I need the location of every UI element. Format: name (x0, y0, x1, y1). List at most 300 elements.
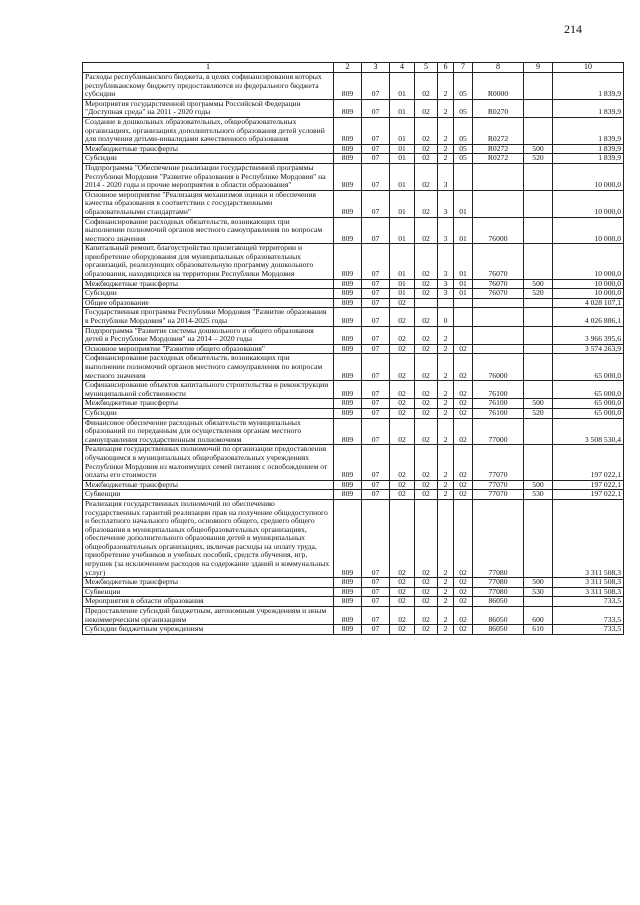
code-cell: 0 (438, 308, 454, 326)
column-header: 6 (438, 63, 454, 73)
code-cell: 809 (334, 578, 362, 588)
code-cell: 809 (334, 99, 362, 117)
code-cell: 02 (415, 73, 438, 100)
code-cell: 809 (334, 344, 362, 354)
row-name-cell: Капитальный ремонт, благоустройство прилегающей территории и приобретение оборудования для муниципальных образовательных организаций, реализующих образовательную программу дошкольного образования, находящихся на территории Республики Мордовия (83, 244, 334, 279)
table-row (83, 244, 624, 279)
code-cell: 01 (390, 144, 415, 154)
code-cell: 2 (438, 490, 454, 500)
code-cell (524, 308, 553, 326)
column-header: 4 (390, 63, 415, 73)
row-name-cell: Финансовое обеспечение расходных обязательств муниципальных образований по переданным для осуществления органам местного самоуправления государственным полномочиям (83, 418, 334, 445)
code-cell: 520 (524, 154, 553, 164)
code-cell: 02 (415, 499, 438, 577)
code-cell: 02 (454, 445, 473, 480)
code-cell: 809 (334, 399, 362, 409)
code-cell: 2 (438, 144, 454, 154)
code-cell: 2 (438, 354, 454, 381)
code-cell: 809 (334, 490, 362, 500)
code-cell: 3 (438, 244, 454, 279)
code-cell: 07 (362, 597, 390, 607)
code-cell: 500 (524, 144, 553, 154)
table-row (83, 163, 624, 190)
code-cell: 07 (362, 381, 390, 399)
row-name-cell: Межбюджетные трансферты (83, 279, 334, 289)
code-cell: 07 (362, 408, 390, 418)
amount-cell: 3 574 263,9 (553, 344, 624, 354)
code-cell: 02 (415, 578, 438, 588)
row-name-cell: Софинансирование объектов капитального строительства и реконструкции муниципальной собственности (83, 381, 334, 399)
code-cell: R0272 (473, 154, 524, 164)
code-cell: 76070 (473, 244, 524, 279)
code-cell (524, 344, 553, 354)
code-cell: 01 (390, 154, 415, 164)
code-cell: 01 (390, 99, 415, 117)
code-cell: 809 (334, 289, 362, 299)
amount-cell: 65 000,0 (553, 381, 624, 399)
code-cell: 2 (438, 418, 454, 445)
code-cell: 3 (438, 190, 454, 217)
row-name-cell: Подпрограмма "Развитие системы дошкольного и общего образования детей в Республике Мордовия" на 2014 – 2020 годы (83, 326, 334, 344)
code-cell: 530 (524, 490, 553, 500)
code-cell: 02 (415, 144, 438, 154)
code-cell: 02 (454, 418, 473, 445)
code-cell: 02 (415, 308, 438, 326)
code-cell: 01 (390, 279, 415, 289)
code-cell: 809 (334, 326, 362, 344)
code-cell: 07 (362, 279, 390, 289)
code-cell: 76070 (473, 279, 524, 289)
code-cell: 07 (362, 607, 390, 625)
row-name-cell: Межбюджетные трансферты (83, 399, 334, 409)
code-cell: 07 (362, 399, 390, 409)
row-name-cell: Общее образование (83, 298, 334, 308)
row-name-cell: Субсидии бюджетным учреждениям (83, 625, 334, 635)
code-cell: 02 (390, 344, 415, 354)
row-name-cell: Субсидии (83, 408, 334, 418)
code-cell: 809 (334, 190, 362, 217)
code-cell: 07 (362, 344, 390, 354)
code-cell: 02 (454, 499, 473, 577)
code-cell: 01 (390, 244, 415, 279)
code-cell (473, 344, 524, 354)
code-cell: 07 (362, 354, 390, 381)
table-row (83, 190, 624, 217)
code-cell: 600 (524, 607, 553, 625)
code-cell (524, 244, 553, 279)
page-number: 214 (564, 22, 582, 36)
code-cell: 809 (334, 244, 362, 279)
code-cell: 07 (362, 587, 390, 597)
row-name-cell: Основное мероприятие "Реализация механизмов оценки и обеспечения качества образования в соответствии с государственными образовательными стандартами" (83, 190, 334, 217)
code-cell: 01 (390, 117, 415, 144)
amount-cell: 3 311 508,3 (553, 587, 624, 597)
code-cell: R0000 (473, 73, 524, 100)
code-cell: 02 (390, 326, 415, 344)
amount-cell: 733,5 (553, 597, 624, 607)
amount-cell: 197 022,1 (553, 445, 624, 480)
code-cell: 02 (415, 480, 438, 490)
code-cell: 02 (415, 381, 438, 399)
code-cell: 01 (454, 289, 473, 299)
amount-cell: 4 028 107,1 (553, 298, 624, 308)
code-cell: 2 (438, 480, 454, 490)
code-cell: 02 (390, 308, 415, 326)
code-cell: 76070 (473, 289, 524, 299)
code-cell: 500 (524, 578, 553, 588)
code-cell: 02 (454, 607, 473, 625)
code-cell: 809 (334, 279, 362, 289)
code-cell: 07 (362, 308, 390, 326)
code-cell: 610 (524, 625, 553, 635)
code-cell: 809 (334, 625, 362, 635)
code-cell: 809 (334, 445, 362, 480)
row-name-cell: Мероприятия государственной программы Российской Федерации "Доступная среда" на 2011 - 2020 годы (83, 99, 334, 117)
code-cell: 02 (454, 587, 473, 597)
row-name-cell: Государственная программа Республики Мордовия "Развитие образования в Республике Мордовия" на 2014-2025 годы (83, 308, 334, 326)
table-header-row (83, 63, 624, 73)
table-row (83, 217, 624, 244)
row-name-cell: Софинансирование расходных обязательств, возникающих при выполнении полномочий органов местного самоуправления по вопросам местного значения (83, 217, 334, 244)
code-cell: 02 (415, 289, 438, 299)
code-cell: 02 (415, 625, 438, 635)
column-header: 8 (473, 63, 524, 73)
code-cell (524, 117, 553, 144)
code-cell: 76100 (473, 399, 524, 409)
code-cell: 809 (334, 298, 362, 308)
code-cell: 500 (524, 480, 553, 490)
table-row (83, 625, 624, 635)
code-cell: 76100 (473, 408, 524, 418)
code-cell: 86050 (473, 607, 524, 625)
code-cell: 02 (390, 298, 415, 308)
code-cell: 07 (362, 490, 390, 500)
code-cell: 530 (524, 587, 553, 597)
amount-cell: 1 839,9 (553, 144, 624, 154)
code-cell: 02 (390, 578, 415, 588)
code-cell (473, 326, 524, 344)
code-cell: 02 (415, 154, 438, 164)
code-cell: 01 (454, 190, 473, 217)
amount-cell: 1 839,9 (553, 117, 624, 144)
code-cell: 02 (454, 399, 473, 409)
amount-cell: 733,5 (553, 625, 624, 635)
code-cell: 02 (415, 587, 438, 597)
column-header: 7 (454, 63, 473, 73)
code-cell (524, 326, 553, 344)
code-cell: 02 (390, 499, 415, 577)
code-cell: 2 (438, 587, 454, 597)
table-row (83, 354, 624, 381)
row-name-cell: Межбюджетные трансферты (83, 144, 334, 154)
code-cell: 07 (362, 499, 390, 577)
amount-cell: 197 022,1 (553, 490, 624, 500)
code-cell: 01 (454, 217, 473, 244)
code-cell: 3 (438, 289, 454, 299)
code-cell: 809 (334, 381, 362, 399)
code-cell: 3 (438, 217, 454, 244)
code-cell: 809 (334, 480, 362, 490)
code-cell: 02 (415, 279, 438, 289)
row-name-cell: Реализация государственных полномочий по организации предоставления обучающимся в муниципальных общеобразовательных учреждениях Республики Мордовия из малоимущих семей питания с освобождением от оплаты его стоимости (83, 445, 334, 480)
code-cell: 76100 (473, 381, 524, 399)
row-name-cell: Создание в дошкольных образовательных, общеобразовательных организациях, организациях дополнительного образования детей условий для получения детьми-инвалидами качественного образования (83, 117, 334, 144)
code-cell: 809 (334, 308, 362, 326)
row-name-cell: Межбюджетные трансферты (83, 480, 334, 490)
code-cell (473, 190, 524, 217)
amount-cell: 197 022,1 (553, 480, 624, 490)
code-cell: 01 (390, 73, 415, 100)
code-cell: 3 (438, 279, 454, 289)
row-name-cell: Субвенции (83, 490, 334, 500)
code-cell: 02 (454, 578, 473, 588)
code-cell (454, 326, 473, 344)
code-cell: 2 (438, 408, 454, 418)
code-cell: 01 (454, 279, 473, 289)
row-name-cell: Реализация государственных полномочий по обеспечению государственных гарантий реализации прав на получение общедоступного и бесплатного начального общего, основного общего, среднего общего образования в муниципальных общеобразовательных организациях, обеспечение дополнительного образования детей в муниципальных общеобразовательных организациях, включая расходы на оплату труда, приобретение учебников и учебных пособий, средств обучения, игр, игрушек (за исключением расходов на содержание зданий и коммунальных услуг) (83, 499, 334, 577)
code-cell: 02 (390, 597, 415, 607)
code-cell: 02 (390, 399, 415, 409)
table-row (83, 326, 624, 344)
code-cell (454, 163, 473, 190)
code-cell (524, 445, 553, 480)
amount-cell: 10 000,0 (553, 279, 624, 289)
table-row (83, 73, 624, 100)
code-cell (454, 308, 473, 326)
code-cell: 02 (415, 490, 438, 500)
code-cell: 02 (415, 408, 438, 418)
code-cell: 07 (362, 625, 390, 635)
code-cell: 2 (438, 607, 454, 625)
code-cell: 02 (415, 445, 438, 480)
code-cell: 07 (362, 144, 390, 154)
code-cell: 86050 (473, 597, 524, 607)
code-cell: 02 (415, 326, 438, 344)
code-cell (524, 73, 553, 100)
code-cell: 2 (438, 445, 454, 480)
code-cell: 02 (454, 597, 473, 607)
row-name-cell: Подпрограмма "Обеспечение реализации государственной программы Республики Мордовия "Развитие образования в Республике Мордовия" на 2014 - 2020 годы и прочие мероприятия в области образования" (83, 163, 334, 190)
table-row (83, 117, 624, 144)
code-cell: 02 (390, 480, 415, 490)
code-cell: 02 (390, 490, 415, 500)
code-cell (438, 298, 454, 308)
code-cell: 02 (390, 445, 415, 480)
table-row (83, 578, 624, 588)
code-cell: 07 (362, 99, 390, 117)
amount-cell: 3 311 508,3 (553, 499, 624, 577)
code-cell: 76000 (473, 354, 524, 381)
code-cell: 05 (454, 154, 473, 164)
amount-cell: 4 026 886,1 (553, 308, 624, 326)
code-cell: 2 (438, 399, 454, 409)
code-cell: 02 (415, 418, 438, 445)
code-cell: 77070 (473, 480, 524, 490)
code-cell: 809 (334, 597, 362, 607)
column-header: 5 (415, 63, 438, 73)
code-cell: 02 (454, 381, 473, 399)
code-cell: 07 (362, 244, 390, 279)
row-name-cell: Мероприятия в области образования (83, 597, 334, 607)
column-header: 10 (553, 63, 624, 73)
row-name-cell: Софинансирование расходных обязательств, возникающих при выполнении полномочий органов местного самоуправления по вопросам местного значения (83, 354, 334, 381)
code-cell: 809 (334, 154, 362, 164)
code-cell: 809 (334, 73, 362, 100)
code-cell: 809 (334, 408, 362, 418)
code-cell: 02 (415, 117, 438, 144)
code-cell: 01 (390, 217, 415, 244)
code-cell: 2 (438, 154, 454, 164)
column-header: 9 (524, 63, 553, 73)
row-name-cell: Субвенции (83, 587, 334, 597)
column-header: 1 (83, 63, 334, 73)
code-cell: 02 (415, 597, 438, 607)
table-row (83, 499, 624, 577)
amount-cell: 3 966 395,6 (553, 326, 624, 344)
code-cell: 05 (454, 73, 473, 100)
code-cell: 02 (390, 587, 415, 597)
table-row (83, 408, 624, 418)
code-cell: 809 (334, 354, 362, 381)
table-row (83, 308, 624, 326)
code-cell: R0272 (473, 117, 524, 144)
code-cell: 520 (524, 408, 553, 418)
code-cell (524, 499, 553, 577)
code-cell: 2 (438, 117, 454, 144)
code-cell: 02 (390, 408, 415, 418)
code-cell: R0272 (473, 144, 524, 154)
code-cell: 500 (524, 279, 553, 289)
table-row (83, 381, 624, 399)
column-header: 3 (362, 63, 390, 73)
amount-cell: 10 000,0 (553, 190, 624, 217)
code-cell (524, 418, 553, 445)
code-cell: 2 (438, 344, 454, 354)
row-name-cell: Межбюджетные трансферты (83, 578, 334, 588)
code-cell: 02 (454, 490, 473, 500)
code-cell: 02 (415, 399, 438, 409)
code-cell: 2 (438, 73, 454, 100)
code-cell: 02 (390, 418, 415, 445)
code-cell (524, 298, 553, 308)
code-cell: 02 (415, 163, 438, 190)
row-name-cell: Предоставление субсидий бюджетным, автономным учреждениям и иным некоммерческим организациям (83, 607, 334, 625)
code-cell: 02 (390, 625, 415, 635)
code-cell: 02 (390, 381, 415, 399)
code-cell: 07 (362, 298, 390, 308)
code-cell: 77080 (473, 578, 524, 588)
code-cell: 02 (454, 344, 473, 354)
code-cell: 809 (334, 117, 362, 144)
amount-cell: 10 000,0 (553, 289, 624, 299)
amount-cell: 733,5 (553, 607, 624, 625)
code-cell: 02 (390, 607, 415, 625)
code-cell (524, 217, 553, 244)
code-cell: 2 (438, 625, 454, 635)
code-cell: 07 (362, 289, 390, 299)
amount-cell: 3 311 508,3 (553, 578, 624, 588)
code-cell: 01 (390, 190, 415, 217)
code-cell (473, 308, 524, 326)
code-cell (524, 354, 553, 381)
row-name-cell: Основное мероприятие "Развитие общего образования" (83, 344, 334, 354)
code-cell: 02 (454, 354, 473, 381)
code-cell: 01 (390, 163, 415, 190)
table-body (83, 73, 624, 635)
row-name-cell: Расходы республиканского бюджета, в целях софинансирования которых республиканскому бюджету предоставляются из федерального бюджета субсидии (83, 73, 334, 100)
code-cell: 07 (362, 578, 390, 588)
code-cell: 05 (454, 99, 473, 117)
table-row (83, 289, 624, 299)
code-cell: 77000 (473, 418, 524, 445)
code-cell: 07 (362, 117, 390, 144)
code-cell: 02 (454, 480, 473, 490)
code-cell: 01 (454, 244, 473, 279)
code-cell: 520 (524, 289, 553, 299)
code-cell: 77070 (473, 445, 524, 480)
code-cell: 809 (334, 418, 362, 445)
amount-cell: 65 000,0 (553, 399, 624, 409)
code-cell: 07 (362, 190, 390, 217)
code-cell: 05 (454, 117, 473, 144)
code-cell: 07 (362, 154, 390, 164)
code-cell: 809 (334, 144, 362, 154)
code-cell: R0270 (473, 99, 524, 117)
row-name-cell: Субсидии (83, 154, 334, 164)
code-cell (524, 163, 553, 190)
table-row (83, 418, 624, 445)
code-cell: 07 (362, 326, 390, 344)
amount-cell: 10 000,0 (553, 163, 624, 190)
code-cell: 02 (415, 344, 438, 354)
code-cell: 02 (415, 217, 438, 244)
code-cell: 02 (415, 607, 438, 625)
code-cell: 05 (454, 144, 473, 154)
code-cell: 77080 (473, 587, 524, 597)
code-cell: 2 (438, 597, 454, 607)
code-cell (454, 298, 473, 308)
amount-cell: 1 839,9 (553, 73, 624, 100)
table-row (83, 445, 624, 480)
code-cell: 2 (438, 326, 454, 344)
code-cell (473, 298, 524, 308)
code-cell: 2 (438, 578, 454, 588)
budget-table (82, 62, 624, 635)
code-cell: 07 (362, 217, 390, 244)
row-name-cell: Субсидии (83, 289, 334, 299)
code-cell: 2 (438, 381, 454, 399)
table-row (83, 490, 624, 500)
code-cell: 02 (454, 625, 473, 635)
code-cell: 07 (362, 480, 390, 490)
code-cell: 02 (415, 354, 438, 381)
code-cell: 86050 (473, 625, 524, 635)
code-cell: 02 (454, 408, 473, 418)
code-cell (524, 597, 553, 607)
code-cell: 809 (334, 499, 362, 577)
code-cell: 01 (390, 289, 415, 299)
code-cell (524, 381, 553, 399)
code-cell: 07 (362, 163, 390, 190)
code-cell: 02 (415, 190, 438, 217)
code-cell: 07 (362, 73, 390, 100)
code-cell: 02 (415, 244, 438, 279)
code-cell: 07 (362, 445, 390, 480)
code-cell: 07 (362, 418, 390, 445)
amount-cell: 65 000,0 (553, 408, 624, 418)
code-cell (524, 99, 553, 117)
code-cell: 809 (334, 607, 362, 625)
